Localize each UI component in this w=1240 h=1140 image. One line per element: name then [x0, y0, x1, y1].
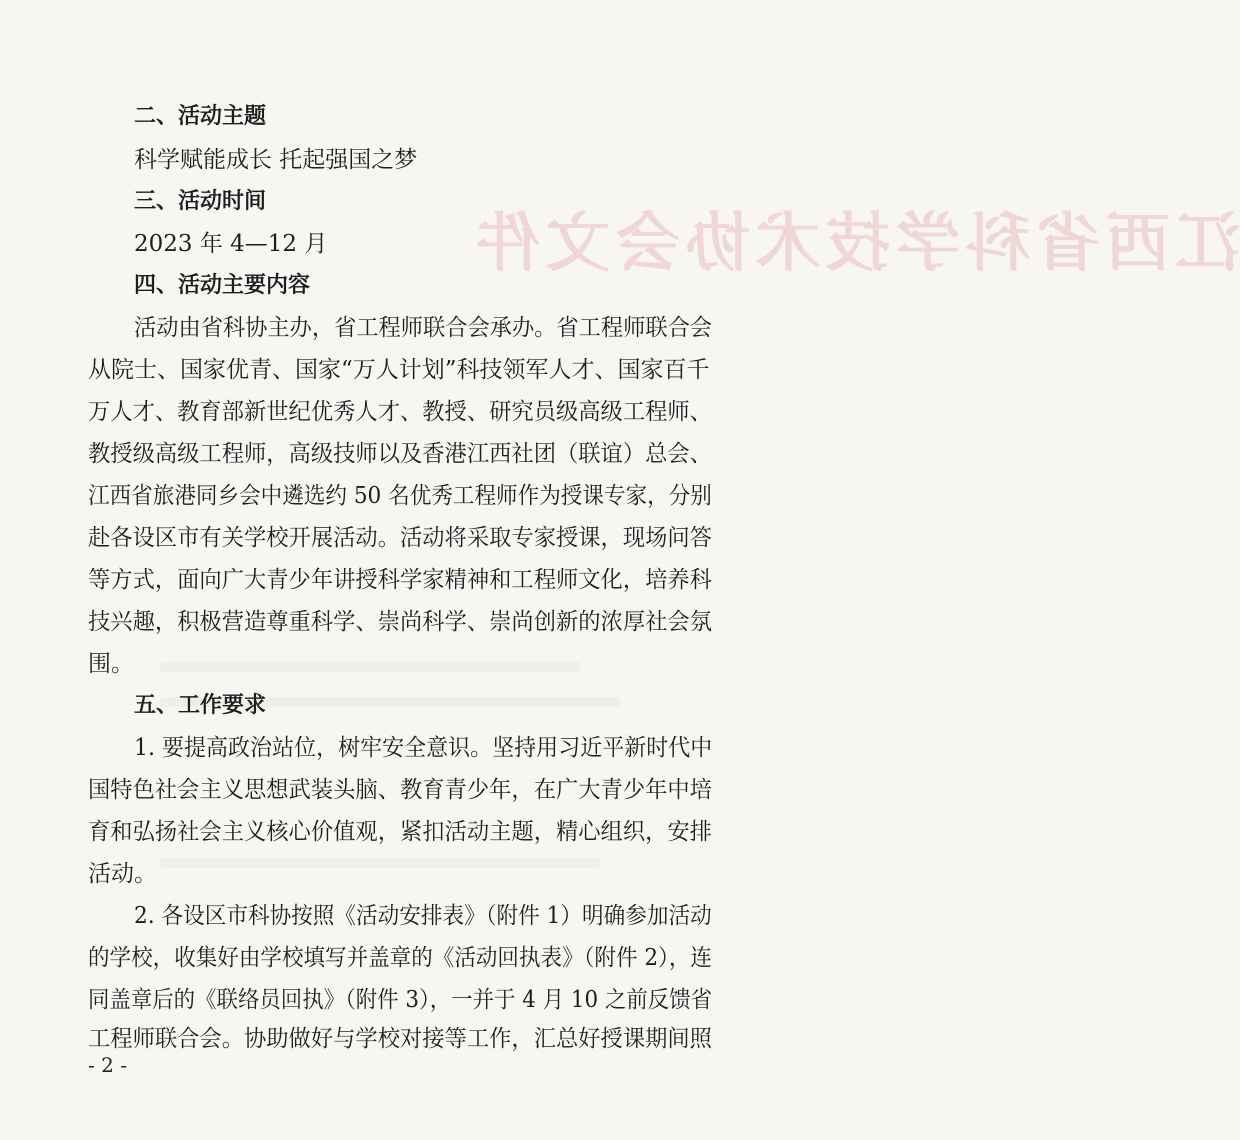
content-line: 万人才、教育部新世纪优秀人才、教授、研究员级高级工程师、	[88, 399, 712, 425]
page-number: - 2 -	[88, 1053, 127, 1077]
content-line: 技兴趣，积极营造尊重科学、崇尚科学、崇尚创新的浓厚社会氛	[88, 609, 712, 635]
content-line: 活动由省科协主办，省工程师联合会承办。省工程师联合会	[134, 315, 713, 341]
content-line: 围。	[88, 651, 134, 677]
requirement-2-line: 工程师联合会。协助做好与学校对接等工作，汇总好授课期间照	[88, 1026, 712, 1052]
requirement-2-line: 2. 各设区市科协按照《活动安排表》（附件 1）明确参加活动	[134, 903, 712, 929]
requirement-1-line: 1. 要提高政治站位，树牢安全意识。坚持用习近平新时代中	[134, 735, 713, 761]
requirement-1-line: 国特色社会主义思想武装头脑、教育青少年，在广大青少年中培	[88, 777, 712, 803]
content-line: 赴各设区市有关学校开展活动。活动将采取专家授课，现场问答	[88, 525, 712, 551]
section-heading-requirements: 五、工作要求	[134, 693, 267, 718]
theme-text: 科学赋能成长 托起强国之梦	[134, 147, 418, 173]
section-heading-theme: 二、活动主题	[134, 104, 267, 129]
content-line: 江西省旅港同乡会中遴选约 50 名优秀工程师作为授课专家，分别	[88, 483, 712, 509]
section-heading-time: 三、活动时间	[134, 189, 267, 214]
reverse-side-bleed-through: 江西省科学技术协会文件	[470, 206, 1240, 281]
requirement-2-line: 的学校，收集好由学校填写并盖章的《活动回执表》（附件 2），连	[88, 945, 712, 971]
requirement-1-line: 活动。	[88, 861, 157, 887]
content-line: 等方式，面向广大青少年讲授科学家精神和工程师文化，培养科	[88, 567, 712, 593]
time-text: 2023 年 4—12 月	[134, 231, 328, 257]
requirement-1-line: 育和弘扬社会主义核心价值观，紧扣活动主题，精心组织，安排	[88, 819, 712, 845]
section-heading-content: 四、活动主要内容	[134, 273, 311, 298]
bleed-line	[160, 662, 580, 672]
content-line: 从院士、国家优青、国家“万人计划”科技领军人才、国家百千	[88, 357, 710, 383]
requirement-2-line: 同盖章后的《联络员回执》（附件 3），一并于 4 月 10 之前反馈省	[88, 987, 713, 1013]
content-line: 教授级高级工程师，高级技师以及香港江西社团（联谊）总会、	[88, 441, 712, 467]
bleed-line	[160, 858, 600, 868]
